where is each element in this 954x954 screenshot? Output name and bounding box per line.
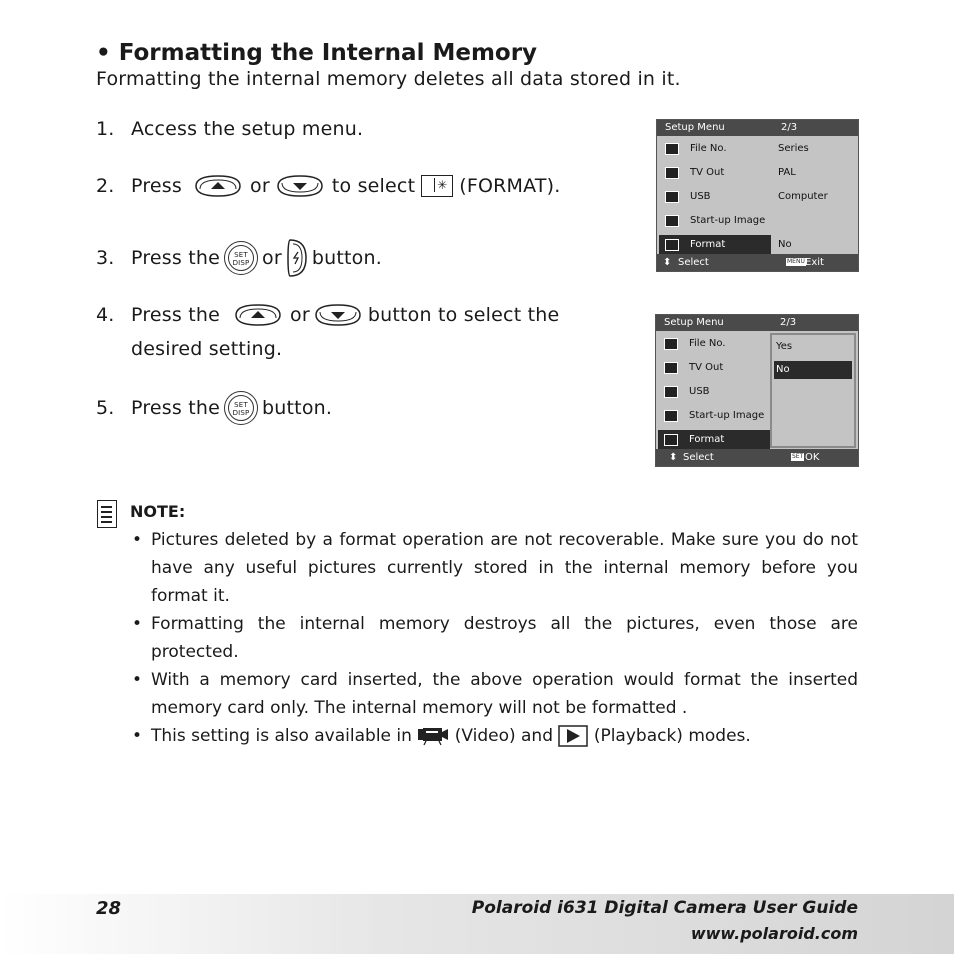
step-number: 5. <box>96 397 115 419</box>
note-bullet: • With a memory card inserted, the above operation would format the inserted memory card only. The internal memory will not be formatted . <box>130 666 858 722</box>
section-title: • Formatting the Internal Memory <box>96 40 538 66</box>
right-button-icon <box>286 238 308 278</box>
step-text-button: button. <box>262 397 333 419</box>
up-down-arrows-icon: ⬍ <box>669 452 678 463</box>
down-arrow-button-icon <box>314 303 362 327</box>
up-arrow-button-icon <box>234 303 282 327</box>
step-text: Press the <box>131 304 221 326</box>
lcd-footer: ⬍ Select MENU Exit <box>657 254 858 271</box>
website-url[interactable]: www.polaroid.com <box>690 924 858 943</box>
usb-icon <box>664 386 678 398</box>
step-text: Press the <box>131 247 221 269</box>
playback-icon <box>558 725 588 747</box>
note-bullet: • Formatting the internal memory destroys all the pictures, even those are protected. <box>130 610 858 666</box>
lcd-title: Setup Menu <box>664 317 724 328</box>
set-disp-button-icon: SET DISP <box>224 241 258 275</box>
lcd-row-tv-out: TV Out PAL <box>659 162 857 184</box>
step-text: Press the <box>131 397 221 419</box>
step-text-or: or <box>290 304 310 326</box>
lcd-header <box>657 120 858 136</box>
file-no-icon <box>665 143 679 155</box>
lcd-row-startup-image: Start-up Image <box>658 405 770 427</box>
startup-image-icon <box>664 410 678 422</box>
file-no-icon <box>664 338 678 350</box>
format-icon <box>665 239 679 251</box>
tv-out-icon <box>664 362 678 374</box>
step-1 <box>96 118 363 140</box>
step-number: 3. <box>96 247 115 269</box>
lcd-header <box>656 315 858 331</box>
lcd-row-file-no: File No. Series <box>659 138 857 160</box>
step-text: Access the setup menu. <box>131 118 364 140</box>
note-bullets <box>130 526 858 750</box>
lcd-screen-setup-menu <box>656 119 859 272</box>
step-text-end: button to select the <box>367 304 560 326</box>
tv-out-icon <box>665 167 679 179</box>
lcd-screen-format-options <box>655 314 859 467</box>
up-arrow-button-icon <box>194 174 242 198</box>
note-title: NOTE: <box>130 502 186 521</box>
lcd-row-usb: USB <box>658 381 770 403</box>
step-5 <box>96 391 332 425</box>
section-intro: Formatting the internal memory deletes all data stored in it. <box>96 68 681 90</box>
step-number: 4. <box>96 304 115 326</box>
format-icon: ✳ <box>421 175 453 197</box>
step-4 <box>96 303 559 327</box>
option-yes: Yes <box>776 341 793 352</box>
step-text-to-select: to select <box>331 175 416 197</box>
down-arrow-button-icon <box>276 174 324 198</box>
step-number: 2. <box>96 175 115 197</box>
note-bullet: • Pictures deleted by a format operation are not recoverable. Make sure you do not have any useful pictures currently stored in the internal memory before you format it. <box>130 526 858 610</box>
step-text-format: (FORMAT). <box>459 175 561 197</box>
lcd-row-format: Format <box>658 430 770 449</box>
option-popup <box>770 333 856 448</box>
page-number: 28 <box>96 898 122 919</box>
lcd-row-tv-out: TV Out <box>658 357 770 379</box>
guide-title: Polaroid i631 Digital Camera User Guide <box>471 898 858 918</box>
step-4-line-2: desired setting. <box>131 338 283 360</box>
lcd-title: Setup Menu <box>665 122 725 133</box>
up-down-arrows-icon: ⬍ <box>663 257 672 268</box>
lcd-row-format: Format No <box>659 235 857 255</box>
lcd-page: 2/3 <box>781 122 798 133</box>
startup-image-icon <box>665 215 679 227</box>
lcd-row-startup-image: Start-up Image <box>659 210 857 232</box>
step-text-or: or <box>262 247 282 269</box>
step-3 <box>96 238 382 278</box>
lcd-footer: ⬍ Select SET OK <box>656 449 858 466</box>
step-text-or: or <box>250 175 270 197</box>
step-text-button: button. <box>311 247 382 269</box>
video-camera-icon <box>417 726 449 746</box>
set-disp-button-icon: SET DISP <box>224 391 258 425</box>
step-2 <box>96 174 561 198</box>
lcd-row-usb: USB Computer <box>659 186 857 208</box>
step-text: Press <box>131 175 183 197</box>
option-no: No <box>774 361 852 379</box>
note-bullet-modes: • This setting is also available in (Video) and (Playback) modes. <box>130 722 858 750</box>
menu-key-icon: MENU <box>787 258 805 265</box>
step-number: 1. <box>96 118 115 140</box>
note-icon <box>97 500 117 528</box>
lcd-row-file-no: File No. <box>658 333 770 355</box>
usb-icon <box>665 191 679 203</box>
format-icon <box>664 434 678 446</box>
lcd-page: 2/3 <box>780 317 797 328</box>
set-key-icon: SET <box>792 453 804 460</box>
